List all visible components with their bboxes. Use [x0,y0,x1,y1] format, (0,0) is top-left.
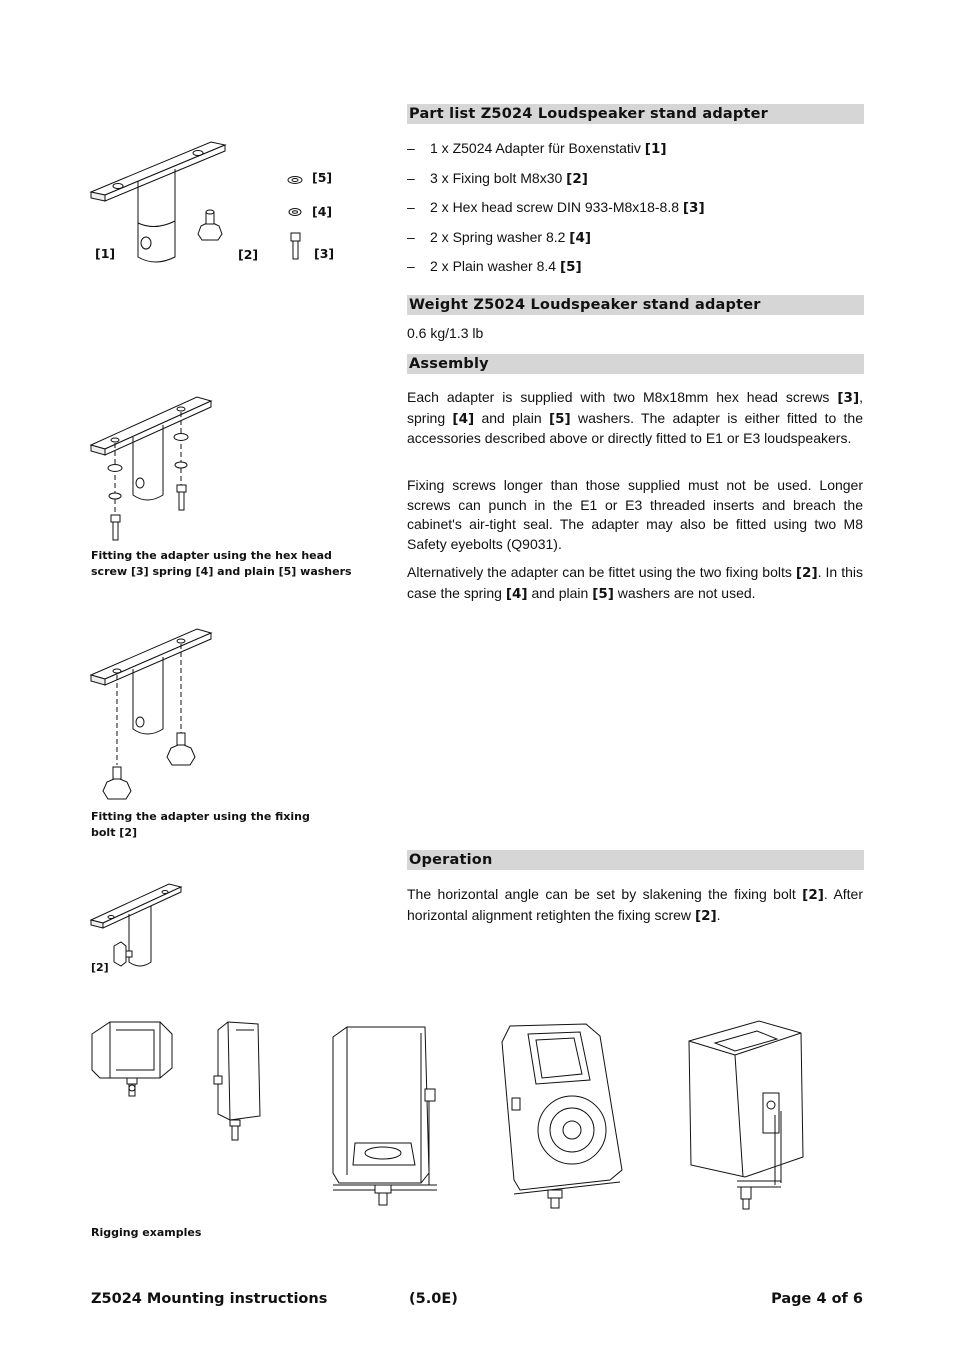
caption-rigging: Rigging examples [91,1226,202,1239]
rigging-example-1 [90,1020,175,1100]
list-item: – 3 x Fixing bolt M8x30 [2] [407,170,588,187]
caption-fixing-bolt: Fitting the adapter using the fixing bolt [2] [91,810,310,839]
weight-value: 0.6 kg/1.3 lb [407,325,484,341]
footer-title: Z5024 Mounting instructions [91,1291,328,1307]
callout-4: [4] [312,204,333,219]
list-item: – 2 x Spring washer 8.2 [4] [407,229,592,246]
parts-overview-figure [85,135,345,275]
part-list-heading: Part list Z5024 Loudspeaker stand adapter [407,104,864,124]
assembly-paragraph-1: Each adapter is supplied with two M8x18mm hex head screws [3], spring [4] and plain [5] washers. The adapter is either fitted to the accessories described above or directly fitted to E1 or E3 loudspeakers. [407,389,863,446]
assembly-paragraph-3: Alternatively the adapter can be fittet using the two fixing bolts [2]. In this case the spring [4] and plain [5] washers are not used. [407,564,863,602]
list-item: – 2 x Hex head screw DIN 933-M8x18-8.8 [3] [407,199,705,216]
rigging-example-3 [325,1025,450,1210]
fixing-bolt-assembly-figure [85,625,225,810]
weight-heading: Weight Z5024 Loudspeaker stand adapter [407,295,864,315]
operation-heading: Operation [407,850,864,870]
caption-hex-screw: Fitting the adapter using the hex head screw [3] spring [4] and plain [5] washers [91,549,352,578]
rigging-example-4 [500,1022,625,1212]
assembly-heading: Assembly [407,354,864,374]
callout-5: [5] [312,170,333,185]
hex-screw-assembly-figure [85,395,225,545]
rigging-example-5 [685,1015,815,1215]
footer-page-number: Page 4 of 6 [771,1291,863,1307]
callout-1: [1] [95,246,116,261]
callout-3: [3] [314,246,335,261]
callout-2: [2] [238,247,259,262]
list-item: – 1 x Z5024 Adapter für Boxenstativ [1] [407,140,667,157]
list-item: – 2 x Plain washer 8.4 [5] [407,258,582,275]
footer-version: (5.0E) [409,1291,458,1307]
operation-paragraph: The horizontal angle can be set by slakening the fixing bolt [2]. After horizontal alignment retighten the fixing screw [2]. [407,886,864,924]
callout-operation-2: [2] [91,961,109,974]
assembly-paragraph-2: Fixing screws longer than those supplied must not be used. Longer screws can punch in the E1 or E3 threaded inserts and breach the cabinet's air-tight seal. The adapter may also be fitted using two M8 Safety eyebolts (Q9031). [407,477,863,552]
rigging-example-2 [210,1020,270,1145]
